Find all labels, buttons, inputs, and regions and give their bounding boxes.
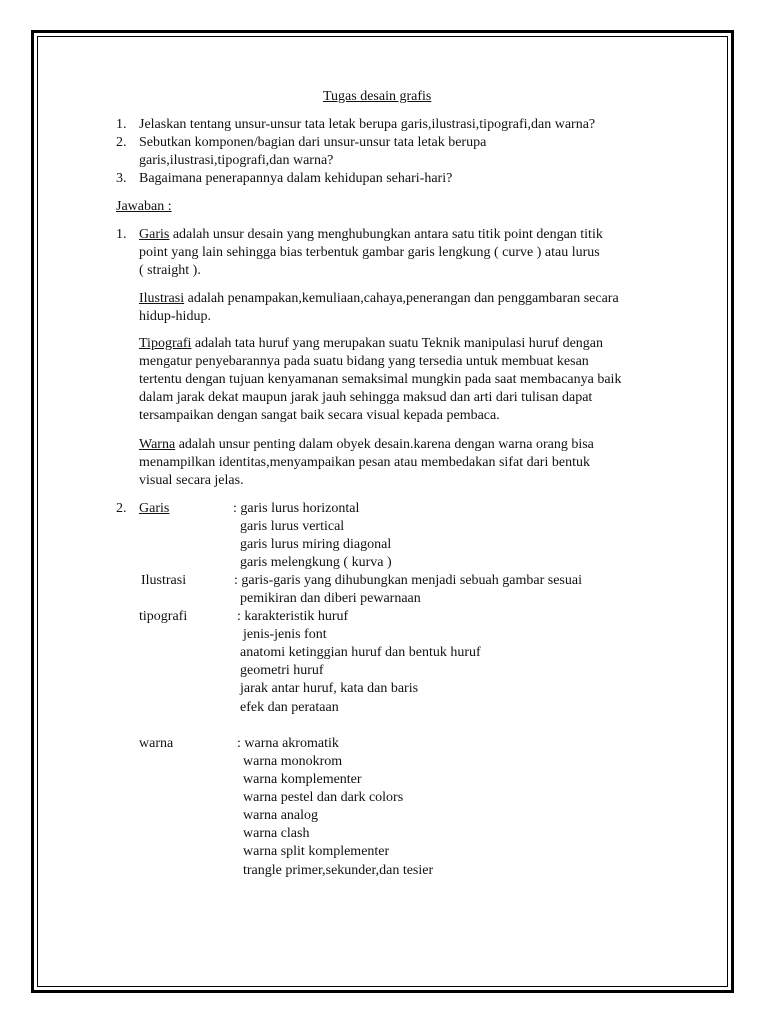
question-number: 2. — [116, 135, 127, 150]
component-item: warna monokrom — [243, 754, 343, 769]
component-item: warna clash — [243, 826, 310, 841]
component-item: : garis lurus horizontal — [233, 501, 360, 516]
answer-paragraph-line: Warna adalah unsur penting dalam obyek desain.karena dengan warna orang bisa — [139, 437, 594, 452]
component-item: warna analog — [243, 808, 319, 823]
answer-paragraph-line: menampilkan identitas,menyampaikan pesan atau membedakan sifat dari bentuk — [139, 455, 590, 470]
component-item: : karakteristik huruf — [237, 609, 349, 624]
page-title: Tugas desain grafis — [323, 89, 432, 104]
question-number: 3. — [116, 171, 127, 186]
answer-paragraph-line: ( straight ). — [139, 263, 201, 278]
answer-paragraph-line: Tipografi adalah tata huruf yang merupakan suatu Teknik manipulasi huruf dengan — [139, 336, 604, 351]
component-item: jarak antar huruf, kata dan baris — [240, 681, 419, 696]
component-item: pemikiran dan diberi pewarnaan — [240, 591, 421, 606]
component-term: Garis — [139, 501, 170, 516]
component-item: trangle primer,sekunder,dan tesier — [243, 863, 434, 878]
answer-number: 1. — [116, 227, 127, 242]
component-item: warna komplementer — [243, 772, 362, 787]
component-item: warna pestel dan dark colors — [243, 790, 404, 805]
answer-paragraph-line: mengatur penyebarannya pada suatu bidang yang tersedia untuk membuat kesan — [139, 354, 589, 369]
answer-paragraph-line: point yang lain sehingga bias terbentuk gambar garis lengkung ( curve ) atau lurus — [139, 245, 600, 260]
answer-paragraph-line: tersampaikan dengan sangat baik secara visual kepada pembaca. — [139, 408, 500, 423]
component-item: efek dan perataan — [240, 700, 339, 715]
question-text: Sebutkan komponen/bagian dari unsur-unsur tata letak berupa — [139, 135, 487, 150]
answer-paragraph-line: hidup-hidup. — [139, 309, 211, 324]
component-term: Ilustrasi — [141, 573, 187, 588]
component-term: tipografi — [139, 609, 188, 624]
component-term: warna — [139, 736, 174, 751]
answer-paragraph-line: dalam jarak dekat maupun jarak jauh sehingga maksud dan arti dari tulisan dapat — [139, 390, 593, 405]
term-warna: Warna — [139, 437, 176, 452]
answer-paragraph-line: Garis adalah unsur desain yang menghubungkan antara satu titik point dengan titik — [139, 227, 603, 242]
component-item: : warna akromatik — [237, 736, 339, 751]
component-item: anatomi ketinggian huruf dan bentuk huruf — [240, 645, 481, 660]
component-item: geometri huruf — [240, 663, 324, 678]
term-garis: Garis — [139, 227, 170, 242]
question-text: Bagaimana penerapannya dalam kehidupan sehari-hari? — [139, 171, 453, 186]
component-item: : garis-garis yang dihubungkan menjadi sebuah gambar sesuai — [234, 573, 582, 588]
answer-paragraph-line: tertentu dengan tujuan kenyamanan semaksimal mungkin pada saat membacanya baik — [139, 372, 622, 387]
answer-paragraph-line: visual secara jelas. — [139, 473, 244, 488]
answer-paragraph-line: Ilustrasi adalah penampakan,kemuliaan,cahaya,penerangan dan penggambaran secara — [139, 291, 619, 306]
component-item: warna split komplementer — [243, 844, 390, 859]
question-number: 1. — [116, 117, 127, 132]
term-ilustrasi: Ilustrasi — [139, 291, 185, 306]
component-item: garis lurus miring diagonal — [240, 537, 392, 552]
component-item: garis melengkung ( kurva ) — [240, 555, 392, 570]
answer-label: Jawaban : — [116, 199, 172, 214]
answer-number: 2. — [116, 501, 127, 516]
component-item: jenis-jenis font — [243, 627, 327, 642]
term-tipografi: Tipografi — [139, 336, 192, 351]
question-text: garis,ilustrasi,tipografi,dan warna? — [139, 153, 334, 168]
component-item: garis lurus vertical — [240, 519, 345, 534]
question-text: Jelaskan tentang unsur-unsur tata letak berupa garis,ilustrasi,tipografi,dan warna? — [139, 117, 596, 132]
